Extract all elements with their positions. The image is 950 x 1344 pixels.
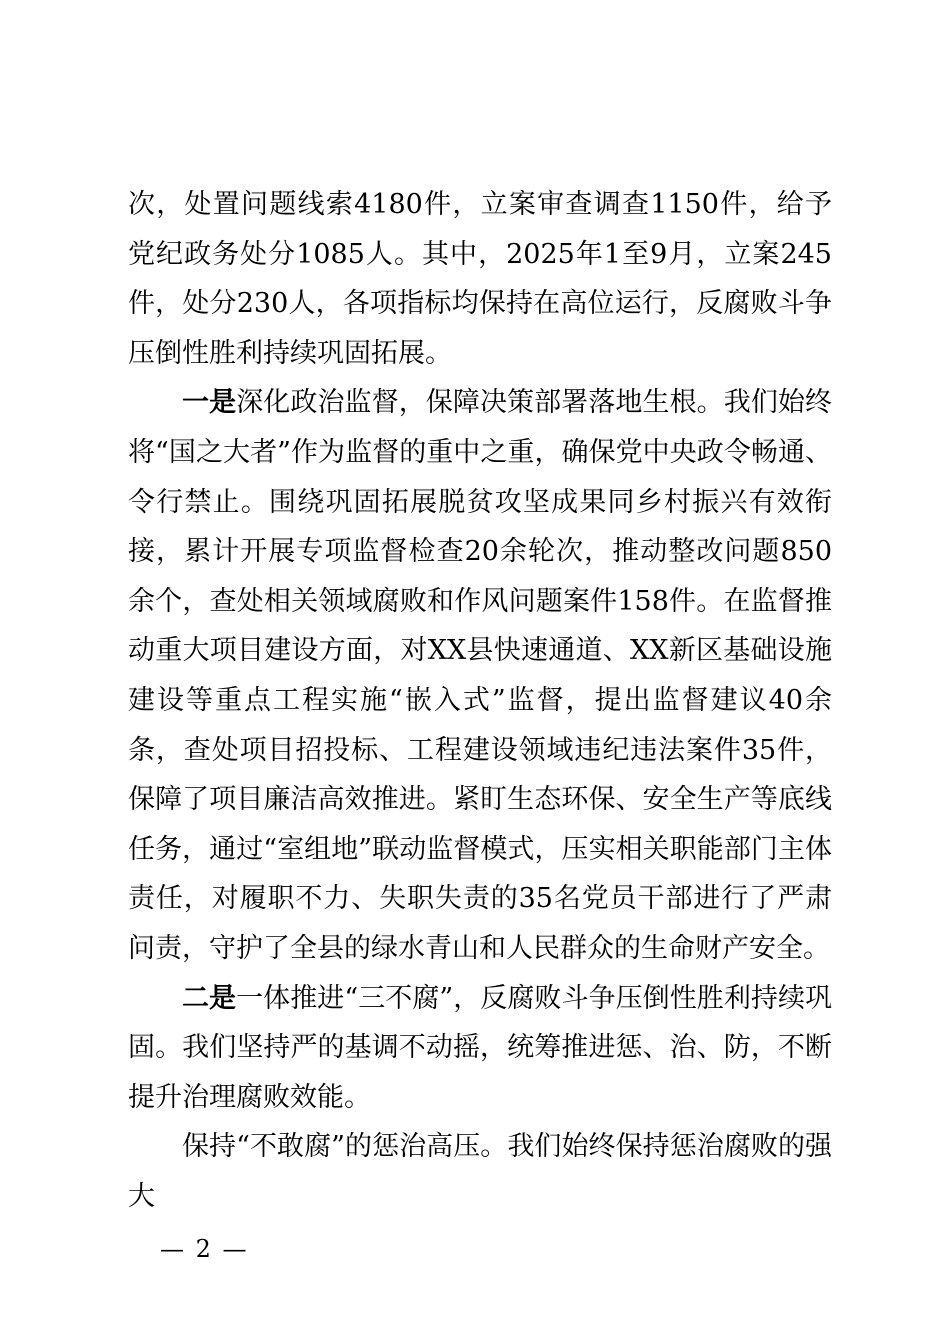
- paragraph-deterrence: [128, 1122, 832, 1221]
- paragraph-text: 深化政治监督，保障决策部署落地生根。我们始终将“国之大者”作为监督的重中之重，确保党中央政令畅通、令行禁止。围绕巩固拓展脱贫攻坚成果同乡村振兴有效衔接，累计开展专项监督检查20余轮次，推动整改问题850余个，查处相关领域腐败和作风问题案件158件。在监督推动重大项目建设方面，对XX县快速通道、XX新区基础设施建设等重点工程实施“嵌入式”监督，提出监督建议40余条，查处项目招投标、工程建设领域违纪违法案件35件，保障了项目廉洁高效推进。紧盯生态环保、安全生产等底线任务，通过“室组地”联动监督模式，压实相关职能部门主体责任，对履职不力、失职失责的35名党员干部进行了严肃问责，守护了全县的绿水青山和人民群众的生命财产安全。: [128, 387, 833, 964]
- page-number: — 2 —: [160, 1235, 249, 1263]
- paragraph-text: 保持“不敢腐”的惩治高压。我们始终保持惩治腐败的强大: [128, 1131, 832, 1212]
- paragraph-political-supervision: [128, 378, 832, 973]
- paragraph-continuation: [128, 180, 832, 378]
- paragraph-lead: 二是: [182, 982, 237, 1014]
- paragraph-text: 次，处置问题线索4180件，立案审查调查1150件，给予党纪政务处分1085人。其中，2025年1至9月，立案245件，处分230人，各项指标均保持在高位运行，反腐败斗争压倒性胜利持续巩固拓展。: [128, 189, 832, 369]
- paragraph-text: 一体推进“三不腐”，反腐败斗争压倒性胜利持续巩固。我们坚持严的基调不动摇，统筹推进惩、治、防，不断提升治理腐败效能。: [128, 982, 833, 1113]
- document-body: [128, 180, 832, 1221]
- paragraph-three-no-corruption: [128, 974, 832, 1123]
- paragraph-lead: 一是: [182, 387, 237, 419]
